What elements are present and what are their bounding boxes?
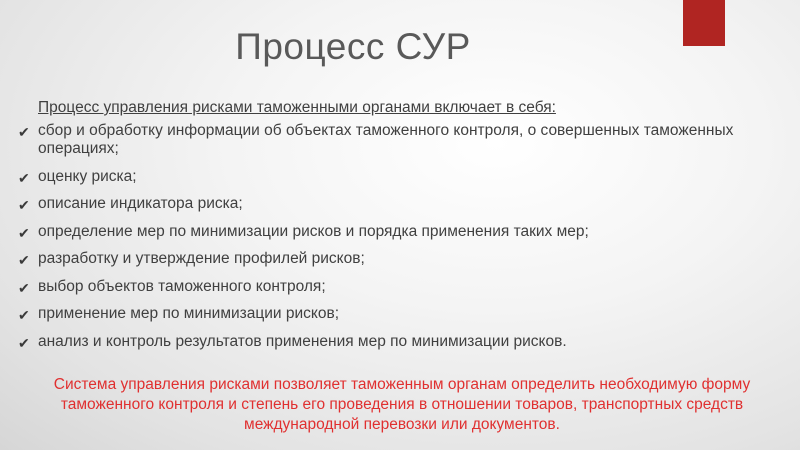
list-item-text: выбор объектов таможенного контроля; bbox=[38, 277, 326, 295]
list-item-text: оценку риска; bbox=[38, 167, 137, 185]
list-item bbox=[16, 278, 796, 296]
list-item bbox=[16, 305, 796, 323]
slide-title: Процесс СУР bbox=[235, 26, 471, 67]
list-item-text: сбор и обработку информации об объектах таможенного контроля, о совершенных таможенных операциях; bbox=[38, 122, 734, 157]
checkmark-icon: ✔ bbox=[18, 307, 30, 323]
checkmark-icon: ✔ bbox=[18, 169, 30, 186]
checkmark-icon: ✔ bbox=[18, 279, 30, 296]
list-item bbox=[16, 223, 796, 241]
bullet-list bbox=[16, 122, 796, 360]
intro-text: Процесс управления рисками таможенными органами включает в себя: bbox=[38, 99, 556, 116]
list-item-text: разработку и утверждение профилей рисков; bbox=[38, 250, 365, 267]
checkmark-icon: ✔ bbox=[18, 224, 30, 241]
list-item bbox=[16, 250, 796, 268]
checkmark-icon: ✔ bbox=[18, 334, 30, 351]
list-item bbox=[16, 122, 796, 158]
list-item-text: анализ и контроль результатов применения мер по минимизации рисков. bbox=[38, 332, 567, 350]
list-item-text: описание индикатора риска; bbox=[38, 195, 243, 212]
list-item-text: определение мер по минимизации рисков и порядка применения таких мер; bbox=[38, 222, 589, 240]
list-item bbox=[16, 195, 796, 213]
list-item-text: применение мер по минимизации рисков; bbox=[38, 305, 340, 322]
list-item bbox=[16, 333, 796, 351]
checkmark-icon: ✔ bbox=[18, 197, 30, 213]
conclusion-text: Система управления рисками позволяет таможенным органам определить необходимую форму таможенного контроля и степень его проведения в отношении товаров, транспортных средств международной перевозки или документов. bbox=[53, 376, 751, 433]
list-item bbox=[16, 168, 796, 186]
checkmark-icon: ✔ bbox=[18, 124, 30, 140]
checkmark-icon: ✔ bbox=[18, 252, 30, 268]
